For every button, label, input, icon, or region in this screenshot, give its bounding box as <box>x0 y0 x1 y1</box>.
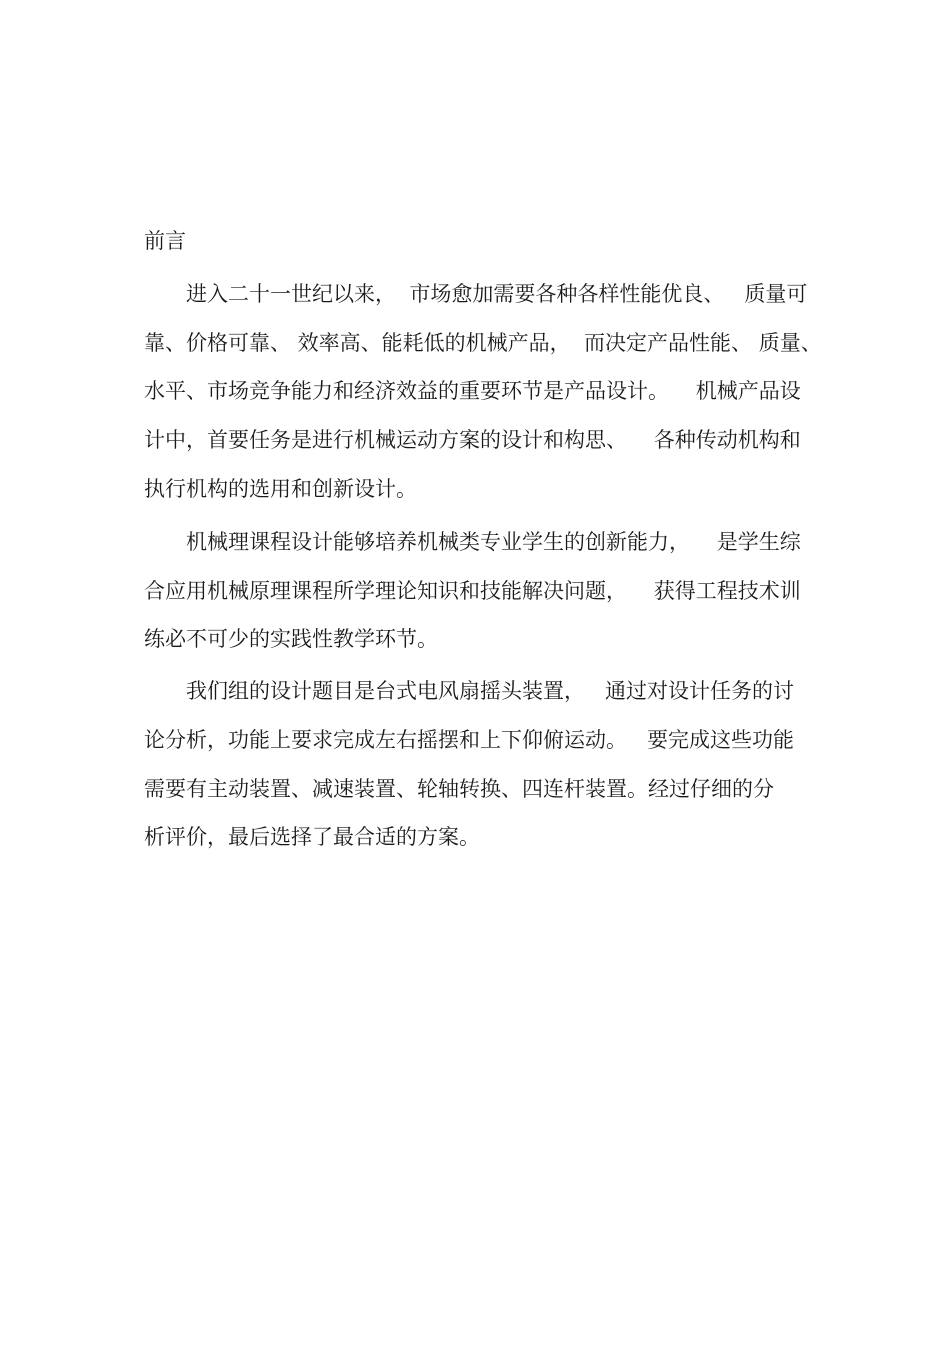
paragraph-2-line-1: 机械理课程设计能够培养机械类专业学生的创新能力， 是学生综 <box>186 530 801 554</box>
paragraph-3-line-3: 需要有主动装置、减速装置、轮轴转换、四连杆装置。经过仔细的分 <box>144 777 774 801</box>
paragraph-1-line-2: 靠、价格可靠、 效率高、能耗低的机械产品， 而决定产品性能、 质量、 <box>144 331 822 355</box>
paragraph-3-line-4: 析评价，最后选择了最合适的方案。 <box>144 825 480 849</box>
paragraph-2-line-3: 练必不可少的实践性教学环节。 <box>144 627 438 651</box>
paragraph-1-line-5: 执行机构的选用和创新设计。 <box>144 477 417 501</box>
paragraph-3-line-1: 我们组的设计题目是台式电风扇摇头装置， 通过对设计任务的讨 <box>186 679 795 703</box>
paragraph-2-line-2: 合应用机械原理课程所学理论知识和技能解决问题， 获得工程技术训 <box>144 579 801 603</box>
paragraph-1-line-4: 计中，首要任务是进行机械运动方案的设计和构思、 各种传动机构和 <box>144 428 801 452</box>
paragraph-1-line-1: 进入二十一世纪以来， 市场愈加需要各种各样性能优良、 质量可 <box>186 282 808 306</box>
paragraph-1-line-3: 水平、市场竞争能力和经济效益的重要环节是产品设计。 机械产品设 <box>144 379 801 403</box>
paragraph-3-line-2: 论分析，功能上要求完成左右摇摆和上下仰俯运动。 要完成这些功能 <box>144 728 795 752</box>
page-title: 前言 <box>144 229 186 253</box>
